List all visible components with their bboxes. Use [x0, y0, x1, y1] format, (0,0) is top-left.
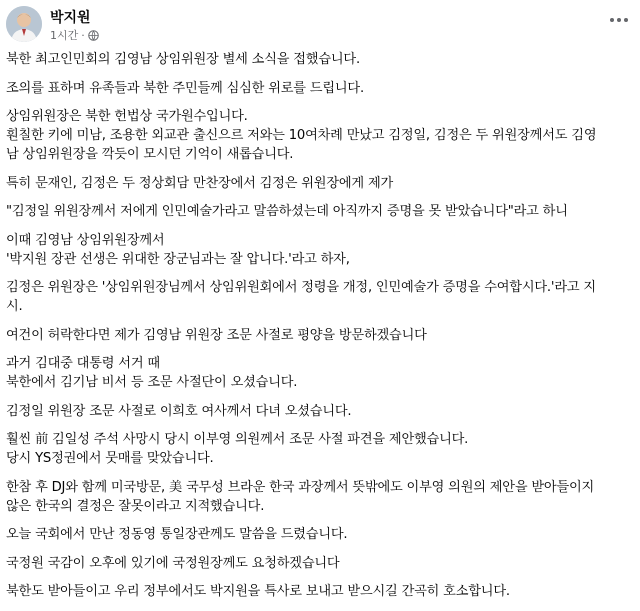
post-text-line: 당시 YS정권에서 뭇매를 맞았습니다.: [6, 451, 214, 466]
meta-separator: ·: [81, 28, 85, 42]
post-paragraph: [6, 326, 634, 345]
post-text-line: 북한에서 김기남 비서 등 조문 사절단이 오셨습니다.: [6, 375, 298, 390]
more-options-icon: [617, 18, 621, 22]
post-paragraph: [6, 402, 634, 421]
post-text-line: 북한도 받아들이고 우리 정부에서도 박지원을 특사로 보내고 받으시길 간곡히 호소합니다.: [6, 584, 510, 599]
post-text-line: 훤칠한 키에 미남, 조용한 외교관 출신으르 저와는 10여차례 만났고 김정일, 김정은 두 위원장께서도 김영: [6, 128, 597, 143]
post-text-line: 남 상임위원장을 깍듯이 모시던 기억이 새롭습니다.: [6, 147, 294, 162]
post-text-line: 과거 김대중 대통령 서거 때: [6, 356, 160, 371]
post-text-line: "김정일 위원장께서 저에게 인민예술가라고 말씀하셨는데 아직까지 증명을 못 받았습니다"라고 하니: [6, 204, 568, 219]
post-paragraph: [6, 174, 634, 193]
post-text-line: '박지원 장관 선생은 위대한 장군님과는 잘 압니다.'라고 하자,: [6, 251, 350, 267]
post-paragraph: [6, 354, 634, 392]
post-text-line: 북한 최고인민회의 김영남 상임위원장 별세 소식을 접했습니다.: [6, 52, 360, 67]
post-text-line: 시.: [6, 299, 23, 314]
post-text-line: 한참 후 DJ와 함께 미국방문, 美 국무성 브라운 한국 과장께서 뜻밖에도 이부영 의원의 제안을 받아들이지: [6, 479, 595, 495]
post-text-line: 김정은 위원장은 '상임위원장님께서 상임위원회에서 정령을 개정, 인민예술가 증명을 수여합시다.'라고 지: [6, 280, 596, 295]
post-paragraph: [6, 525, 634, 544]
post-paragraph: [6, 554, 634, 573]
post-text-line: 훨씬 前 김일성 주석 사망시 당시 이부영 의원께서 조문 사절 파견을 제안했습니다.: [6, 432, 469, 447]
post-text-line: 않은 한국의 결정은 잘못이라고 지적했습니다.: [6, 498, 265, 514]
post-text-line: 특히 문재인, 김정은 두 정상회담 만찬장에서 김정은 위원장에게 제가: [6, 175, 394, 191]
post-text-line: 김정일 위원장 조문 사절로 이희호 여사께서 다녀 오셨습니다.: [6, 403, 352, 419]
post-time[interactable]: 1시간: [50, 29, 79, 42]
globe-icon: [88, 30, 99, 41]
post-paragraph: [6, 50, 634, 69]
post-paragraph: [6, 278, 634, 316]
post-paragraph: [6, 79, 634, 98]
post-text-line: 조의를 표하며 유족들과 북한 주민들께 심심한 위로를 드립니다.: [6, 80, 364, 96]
author-name[interactable]: 박지원: [50, 10, 91, 26]
post-meta: [50, 27, 99, 43]
more-options-button[interactable]: [606, 10, 632, 30]
post-text-line: 상임위원장은 북한 헌법상 국가원수입니다.: [6, 109, 248, 124]
post-header: [0, 0, 640, 50]
post-paragraph: [6, 231, 634, 269]
post-text-line: 국정원 국감이 오후에 있기에 국정원장께도 요청하겠습니다: [6, 555, 340, 571]
post-paragraph: [6, 202, 634, 221]
post-body: [6, 50, 634, 611]
post-paragraph: [6, 107, 634, 164]
post-paragraph: [6, 478, 634, 516]
post-paragraph: [6, 582, 634, 601]
post-text-line: 여건이 허락한다면 제가 김영남 위원장 조문 사절로 평양을 방문하겠습니다: [6, 327, 427, 343]
avatar-image: [6, 6, 42, 42]
post-paragraph: [6, 430, 634, 468]
more-options-icon: [624, 18, 628, 22]
more-options-icon: [610, 18, 614, 22]
post-text-line: 이때 김영남 상임위원장께서: [6, 232, 165, 248]
post-text-line: 오늘 국회에서 만난 정동영 통일장관께도 말씀을 드렸습니다.: [6, 527, 348, 542]
avatar[interactable]: [6, 6, 42, 42]
